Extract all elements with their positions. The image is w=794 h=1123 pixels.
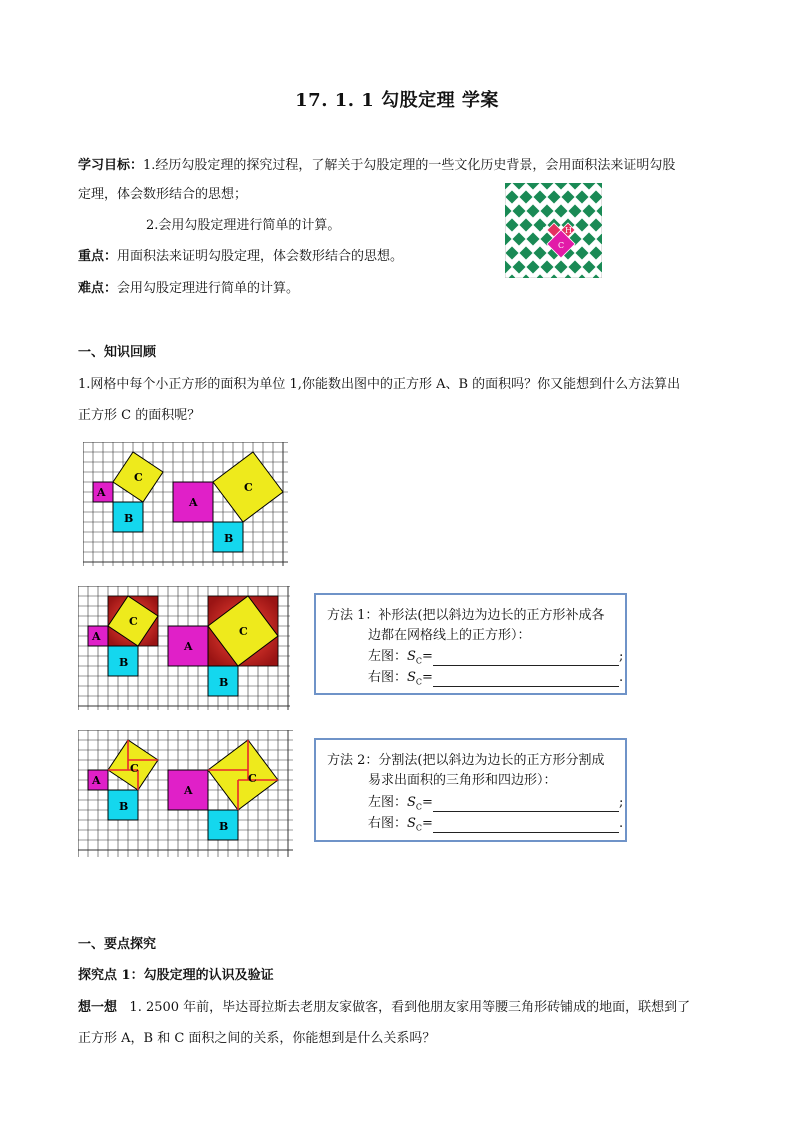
page-title: 17. 1. 1 勾股定理 学案 (295, 90, 499, 111)
method-2-right-answer (368, 812, 623, 833)
key-point-label: 重点： (78, 249, 118, 264)
objectives-line-2: 定理，体会数形结合的思想； (78, 187, 248, 202)
area-symbol: S (407, 649, 416, 664)
label-c: C (239, 625, 248, 638)
equals-sign: = (422, 649, 433, 664)
label-b: B (224, 532, 234, 545)
grid-figure-1 (83, 442, 288, 566)
answer-blank-left[interactable] (433, 653, 619, 666)
answer-blank-left[interactable] (433, 799, 619, 812)
right-figure-label: 右图： (368, 816, 408, 831)
area-subscript: C (415, 823, 423, 833)
line-end-mark: ; (618, 795, 624, 810)
label-c: C (130, 762, 139, 775)
area-subscript: C (415, 802, 423, 812)
section-2-heading: 一、要点探究 (78, 937, 157, 952)
question-1-line-2: 正方形 C 的面积呢？ (78, 408, 201, 423)
tile-label-a: A (541, 226, 547, 235)
area-subscript: C (415, 656, 423, 666)
key-point-text: 用面积法来证明勾股定理，体会数形结合的思想。 (117, 249, 404, 264)
area-subscript: C (415, 677, 423, 687)
label-b: B (119, 656, 129, 669)
objectives-text-1: 1.经历勾股定理的探究过程，了解关于勾股定理的一些文化历史背景，会用面积法来证明勾股 (143, 158, 676, 173)
key-point (78, 248, 403, 266)
label-c: C (248, 772, 257, 785)
answer-blank-right[interactable] (433, 674, 619, 687)
label-b: B (119, 800, 129, 813)
method-1-line-1: 方法 1：补形法(把以斜边为边长的正方形补成各 (327, 608, 605, 623)
label-b: B (219, 676, 229, 689)
objectives-label: 学习目标： (78, 158, 144, 173)
label-c: C (244, 481, 253, 494)
grid-figure-2 (78, 586, 290, 710)
section-1-heading: 一、知识回顾 (78, 345, 157, 360)
tile-label-c: C (558, 241, 565, 250)
method-2-left-answer (368, 791, 623, 812)
line-end-mark: ; (618, 649, 624, 664)
grid-figure-3 (78, 730, 293, 857)
line-end-mark: . (618, 816, 624, 831)
equals-sign: = (422, 795, 433, 810)
label-a: A (189, 496, 198, 509)
label-b: B (124, 512, 134, 525)
right-figure-label: 右图： (368, 670, 408, 685)
left-figure-label: 左图： (368, 795, 408, 810)
method-1-right-answer (368, 666, 623, 687)
think-text-1: 1. 2500 年前，毕达哥拉斯去老朋友家做客，看到他朋友家用等腰三角形砖铺成的地面，联想到了 (129, 1000, 691, 1015)
area-symbol: S (407, 795, 416, 810)
area-symbol: S (407, 816, 416, 831)
label-c: C (129, 615, 138, 628)
tile-pattern-figure (505, 183, 602, 278)
think-line-1 (78, 999, 690, 1017)
explore-1-heading: 探究点 1：勾股定理的认识及验证 (78, 968, 274, 983)
label-c: C (134, 471, 143, 484)
difficulty-label: 难点： (78, 281, 118, 296)
objectives-line-1 (78, 157, 675, 175)
method-2-line-1: 方法 2：分割法(把以斜边为边长的正方形分割成 (327, 753, 605, 768)
equals-sign: = (422, 670, 433, 685)
label-a: A (184, 784, 193, 797)
line-end-mark: . (618, 670, 624, 685)
think-line-2: 正方形 A，B 和 C 面积之间的关系，你能想到是什么关系吗？ (78, 1031, 436, 1046)
label-a: A (92, 630, 101, 643)
method-2-line-2: 易求出面积的三角形和四边形）： (368, 773, 557, 788)
objectives-line-3: 2.会用勾股定理进行简单的计算。 (146, 218, 341, 233)
label-b: B (219, 820, 229, 833)
label-a: A (97, 486, 106, 499)
square-c-right (208, 740, 278, 810)
left-figure-label: 左图： (368, 649, 408, 664)
method-1-line-2: 边都在网格线上的正方形）： (368, 628, 531, 643)
method-1-box (314, 593, 627, 695)
tile-label-h: H (565, 226, 572, 235)
label-a: A (92, 774, 101, 787)
label-a: A (184, 640, 193, 653)
question-1-line-1: 1.网格中每个小正方形的面积为单位 1,你能数出图中的正方形 A、B 的面积吗？你又能想到什么方法算出 (78, 377, 681, 392)
equals-sign: = (422, 816, 433, 831)
difficulty (78, 280, 299, 298)
method-1-left-answer (368, 645, 623, 666)
area-symbol: S (407, 670, 416, 685)
think-label: 想一想 (78, 1000, 118, 1015)
difficulty-text: 会用勾股定理进行简单的计算。 (117, 281, 300, 296)
answer-blank-right[interactable] (433, 820, 619, 833)
method-2-box (314, 738, 627, 842)
